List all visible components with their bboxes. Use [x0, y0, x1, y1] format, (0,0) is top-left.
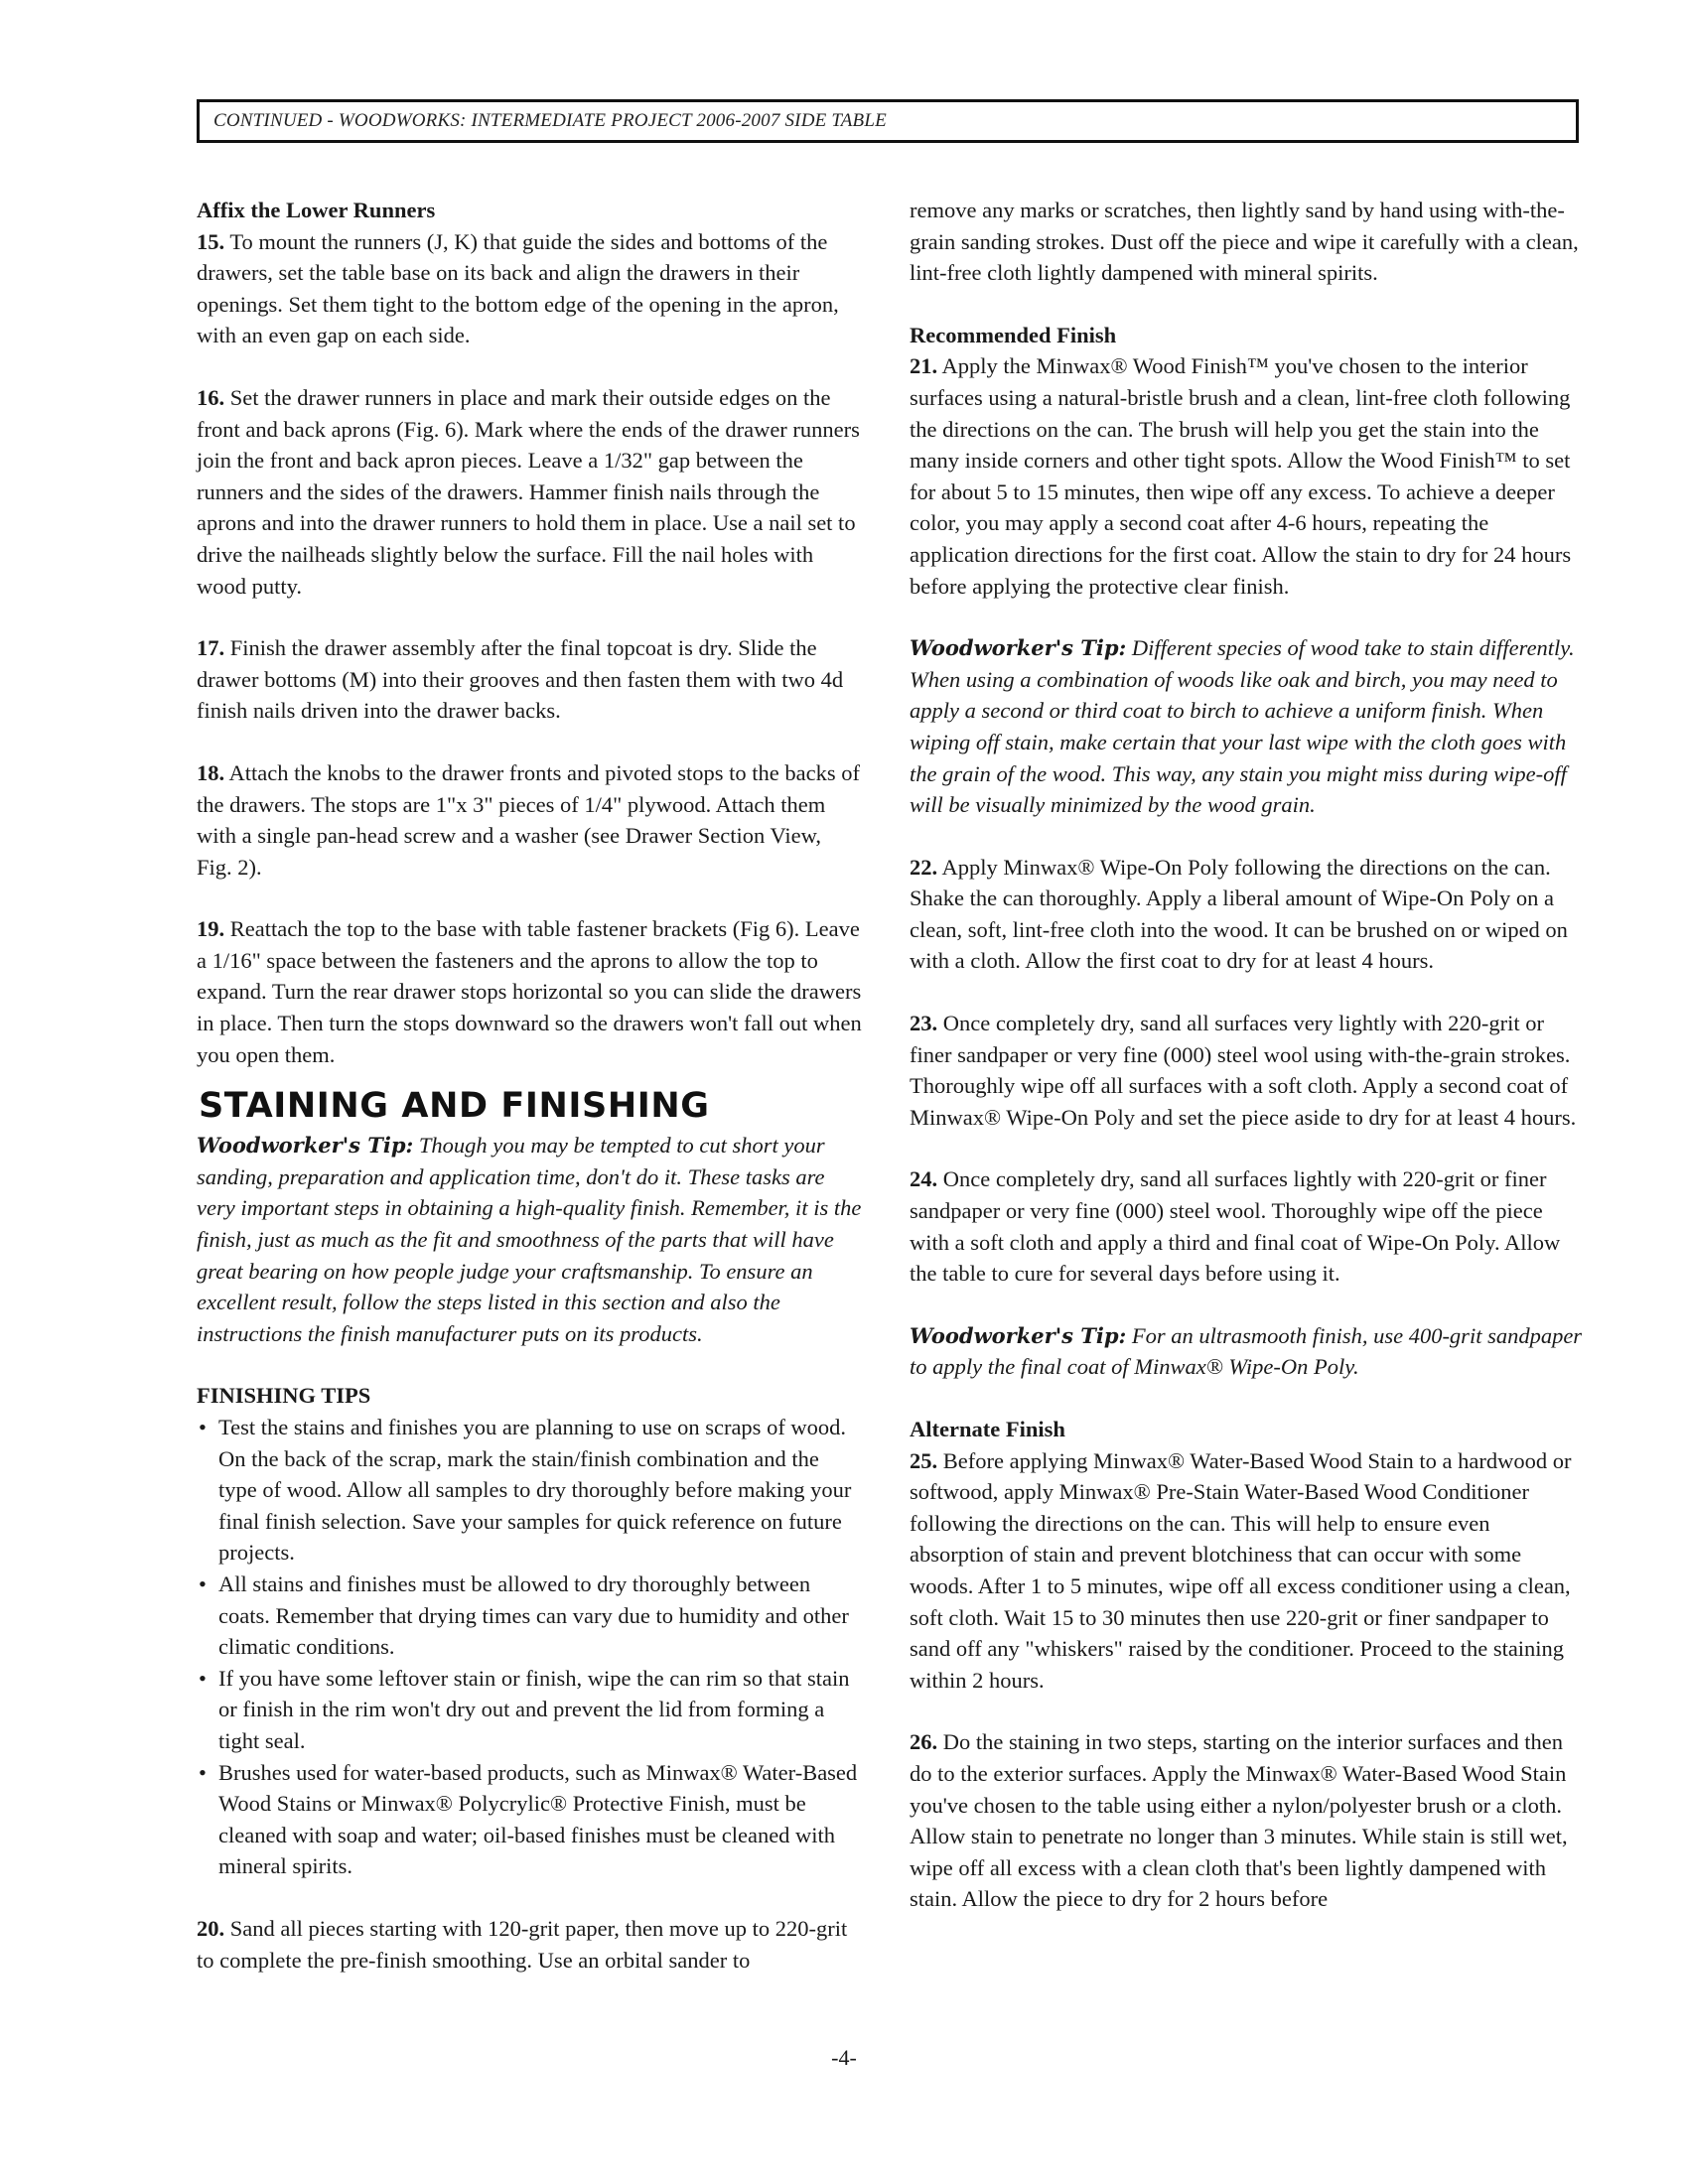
- step-15: [197, 195, 862, 351]
- step-text: Sand all pieces starting with 120-grit paper, then move up to 220-grit to complete the pre-finish smoothing. Use an orbital sander to: [197, 1915, 848, 1973]
- step-20-continued: remove any marks or scratches, then lightly sand by hand using with-the-grain sanding strokes. Dust off the piece and wipe it carefully with a clean, lint-free cloth lightly dampened with mineral spirits.: [910, 198, 1579, 286]
- step-number: 19.: [197, 916, 225, 942]
- step-16: [197, 382, 862, 602]
- lower-runners-heading: Affix the Lower Runners: [197, 198, 436, 222]
- woodworker-tip: [197, 1130, 862, 1349]
- tip-label: Woodworker's Tip:: [197, 1133, 414, 1159]
- finishing-tips-list: [197, 1412, 862, 1882]
- step-21: [910, 320, 1585, 602]
- step-number: 18.: [197, 759, 225, 785]
- page-number: -4-: [831, 2045, 857, 2070]
- step-25: [910, 1414, 1585, 1696]
- tip-label: Woodworker's Tip:: [910, 635, 1127, 661]
- step-text: Once completely dry, sand all surfaces lightly with 220-grit or finer sandpaper or very fine (000) steel wool. Thoroughly wipe off the piece with a soft cloth and apply a third and final coat of Wipe-On Poly. Allow the table to cure for several days before using it.: [910, 1166, 1561, 1287]
- step-number: 25.: [910, 1447, 938, 1473]
- list-item: • If you have some leftover stain or finish, wipe the can rim so that stain or finish in the rim won't dry out and prevent the lid from forming a tight seal.: [197, 1663, 862, 1757]
- step-number: 21.: [910, 353, 938, 379]
- step-text: Set the drawer runners in place and mark their outside edges on the front and back aprons (Fig. 6). Mark where the ends of the drawer runners join the front and back apron pieces. Leave a 1/32" gap between the runners and the sides of the drawers. Hammer finish nails through the aprons and into the drawer runners to hold them in place. Use a nail set to drive the nailheads slightly below the surface. Fill the nail holes with wood putty.: [197, 384, 860, 599]
- step-number: 24.: [910, 1166, 938, 1192]
- step-text: Do the staining in two steps, starting on the interior surfaces and then do to the exterior surfaces. Apply the Minwax® Water-Based Wood Stain you've chosen to the table using either a nylon/polyester brush or a cloth. Allow stain to penetrate no longer than 3 minutes. While stain is still wet, wipe off all excess with a clean cloth that's been lightly dampened with stain. Allow the piece to dry for 2 hours before: [910, 1729, 1568, 1912]
- step-number: 23.: [910, 1011, 938, 1036]
- step-number: 22.: [910, 854, 938, 880]
- step-text: Once completely dry, sand all surfaces very lightly with 220-grit or finer sandpaper or very fine (000) steel wool using with-the-grain strokes. Thoroughly wipe off all surfaces with a soft cloth. Apply a second coat of Minwax® Wipe-On Poly and set the piece aside to dry for at least 4 hours.: [910, 1011, 1577, 1130]
- step-text: Apply Minwax® Wipe-On Poly following the directions on the can. Shake the can thoroughly. Apply a liberal amount of Wipe-On Poly on a clean, soft, lint-free cloth into the wood. It can be brushed on or wiped on with a cloth. Allow the first coat to dry for at least 4 hours.: [910, 854, 1568, 974]
- finishing-tips-heading: FINISHING TIPS: [197, 1383, 371, 1409]
- step-number: 16.: [197, 384, 225, 410]
- tip-text: For an ultrasmooth finish, use 400-grit sandpaper to apply the final coat of Minwax® Wipe-On Poly.: [910, 1322, 1583, 1380]
- step-26: [910, 1726, 1585, 1915]
- list-item: • Brushes used for water-based products, such as Minwax® Water-Based Wood Stains or Minwax® Polycrylic® Protective Finish, must be cleaned with soap and water; oil-based finishes must be cleaned with mineral spirits.: [197, 1757, 862, 1882]
- section-title: STAINING AND FINISHING: [199, 1086, 710, 1127]
- step-text: Attach the knobs to the drawer fronts and pivoted stops to the backs of the drawers. The stops are 1"x 3" pieces of 1/4" plywood. Attach them with a single pan-head screw and a washer (see Drawer Section View, Fig. 2).: [197, 759, 860, 880]
- step-24: [910, 1163, 1585, 1289]
- step-text: Finish the drawer assembly after the final topcoat is dry. Slide the drawer bottoms (M) into their grooves and then fasten them with two 4d finish nails driven into the drawer backs.: [197, 635, 844, 724]
- step-18: [197, 757, 862, 883]
- step-17: [197, 632, 862, 727]
- step-22: [910, 852, 1585, 977]
- step-number: 15.: [197, 228, 225, 254]
- left-column: [197, 195, 862, 2006]
- step-number: 20.: [197, 1915, 225, 1941]
- woodworker-tip: [910, 632, 1585, 821]
- woodworker-tip: [910, 1320, 1585, 1383]
- running-header: [197, 99, 1579, 143]
- tip-text: Though you may be tempted to cut short your sanding, preparation and application time, don't do it. These tasks are very important steps in obtaining a high-quality finish. Remember, it is the finish, just as much as the fit and smoothness of the parts that will have great bearing on how people judge your craftsmanship. To ensure an excellent result, follow the steps listed in this section and also the instructions the finish manufacturer puts on its products.: [197, 1133, 862, 1346]
- step-text: Before applying Minwax® Water-Based Wood Stain to a hardwood or softwood, apply Minwax® Pre-Stain Water-Based Wood Conditioner following the directions on the can. This will help to ensure even absorption of stain and prevent blotchiness that can occur with some woods. After 1 to 5 minutes, wipe off all excess conditioner using a clean, soft cloth. Wait 15 to 30 minutes then use 220-grit or finer sandpaper to sand off any "whiskers" raised by the conditioner. Proceed to the staining within 2 hours.: [910, 1447, 1572, 1693]
- step-23: [910, 1008, 1585, 1133]
- step-text: To mount the runners (J, K) that guide the sides and bottoms of the drawers, set the table base on its back and align the drawers in their openings. Set them tight to the bottom edge of the opening in the apron, with an even gap on each side.: [197, 228, 839, 348]
- step-number: 26.: [910, 1729, 938, 1755]
- list-item: • All stains and finishes must be allowed to dry thoroughly between coats. Remember that drying times can vary due to humidity and other climatic conditions.: [197, 1569, 862, 1663]
- running-header-text: CONTINUED - WOODWORKS: INTERMEDIATE PROJECT 2006-2007 SIDE TABLE: [213, 110, 887, 131]
- step-20: [197, 1913, 862, 1976]
- tip-label: Woodworker's Tip:: [910, 1322, 1127, 1348]
- step-text: Reattach the top to the base with table fastener brackets (Fig 6). Leave a 1/16" space between the fasteners and the aprons to allow the top to expand. Turn the rear drawer stops horizontal so you can slide the drawers in place. Then turn the stops downward so the drawers won't fall out when you open them.: [197, 916, 862, 1067]
- right-column: [910, 195, 1585, 1946]
- recommended-finish-heading: Recommended Finish: [910, 322, 1117, 347]
- tip-text: Different species of wood take to stain differently. When using a combination of woods like oak and birch, you may need to apply a second or third coat to birch to achieve a uniform finish. When wiping off stain, make certain that your last wipe with the cloth goes with the grain of the wood. This way, any stain you might miss during wipe-off will be visually minimized by the wood grain.: [910, 635, 1575, 818]
- alternate-finish-heading: Alternate Finish: [910, 1417, 1065, 1441]
- step-19: [197, 913, 862, 1070]
- step-number: 17.: [197, 635, 225, 661]
- step-text: Apply the Minwax® Wood Finish™ you've chosen to the interior surfaces using a natural-bristle brush and a clean, lint-free cloth following the directions on the can. The brush will help you get the stain into the many inside corners and other tight spots. Allow the Wood Finish™ to set for about 5 to 15 minutes, then wipe off any excess. To achieve a deeper color, you may apply a second coat after 4-6 hours, repeating the application directions for the first coat. Allow the stain to dry for 24 hours before applying the protective clear finish.: [910, 353, 1572, 599]
- list-item: • Test the stains and finishes you are planning to use on scraps of wood. On the back of the scrap, mark the stain/finish combination and the type of wood. Allow all samples to dry thoroughly before making your final finish selection. Save your samples for quick reference on future projects.: [197, 1412, 862, 1569]
